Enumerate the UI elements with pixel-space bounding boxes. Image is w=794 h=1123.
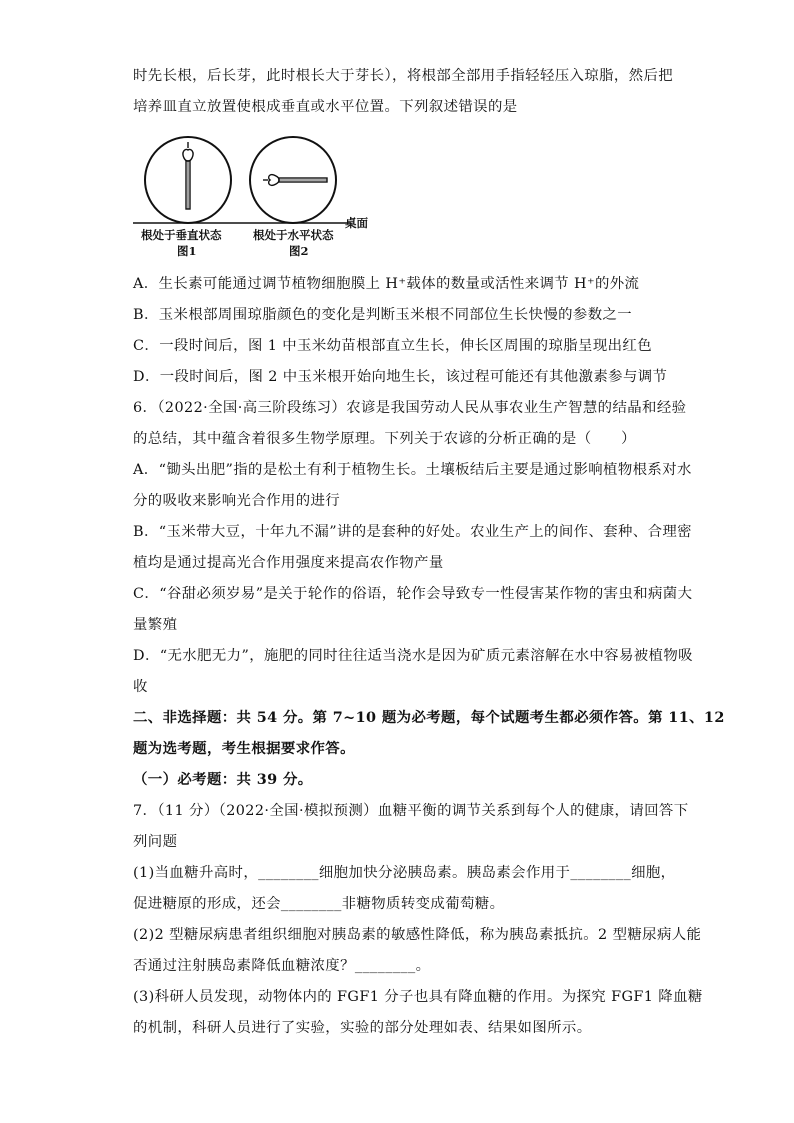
q7-stem-line-2: 列问题 [133, 834, 178, 850]
section-2-heading-line-1: 二、非选择题：共 54 分。第 7~10 题为必考题，每个试题考生都必须作答。第 11、12 [133, 709, 725, 726]
q7-part-1-line-1: (1)当血糖升高时，________细胞加快分泌胰岛素。胰岛素会作用于________细胞， [133, 865, 676, 881]
q7-part-3-line-1: (3)科研人员发现，动物体内的 FGF1 分子也具有降血糖的作用。为探究 FGF1 降血糖 [133, 989, 703, 1005]
figure-2-caption: 图2 [289, 244, 309, 258]
q5-option-a: A．生长素可能通过调节植物细胞膜上 H⁺载体的数量或活性来调节 H⁺的外流 [133, 276, 640, 292]
q6-option-c-line-1: C．“谷甜必须岁易”是关于轮作的俗语，轮作会导致专一性侵害某作物的害虫和病菌大 [133, 586, 693, 602]
q5-option-c: C．一段时间后，图 1 中玉米幼苗根部直立生长，伸长区周围的琼脂呈现出红色 [133, 338, 653, 354]
q7-part-2-line-1: (2)2 型糖尿病患者组织细胞对胰岛素的敏感性降低，称为胰岛素抵抗。2 型糖尿病人能 [133, 927, 702, 943]
intro-line-2: 培养皿直立放置使根成垂直或水平位置。下列叙述错误的是 [133, 99, 518, 115]
q7-stem-line-1: 7．（11 分）（2022·全国·模拟预测）血糖平衡的调节关系到每个人的健康，请回答下 [133, 803, 689, 819]
figure-1-caption: 图1 [177, 244, 197, 258]
q6-option-a-line-1: A．“锄头出肥”指的是松土有利于植物生长。土壤板结后主要是通过影响植物根系对水 [133, 462, 692, 478]
intro-line-1: 时先长根，后长芽，此时根长大于芽长），将根部全部用手指轻轻压入琼脂，然后把 [133, 68, 674, 84]
figure-1-state-label: 根处于垂直状态 [141, 228, 222, 242]
table-surface-label: 桌面 [345, 216, 368, 230]
q7-part-1-line-2: 促进糖原的形成，还会________非糖物质转变成葡萄糖。 [133, 896, 505, 912]
vertical-seedling-icon [183, 142, 193, 209]
q5-option-d: D．一段时间后，图 2 中玉米根开始向地生长，该过程可能还有其他激素参与调节 [133, 369, 668, 385]
q6-option-b-line-2: 植均是通过提高光合作用强度来提高农作物产量 [133, 555, 444, 571]
section-2-subheading: （一）必考题：共 39 分。 [133, 771, 313, 788]
q6-option-d-line-2: 收 [133, 679, 148, 695]
q6-option-b-line-1: B．“玉米带大豆，十年九不漏”讲的是套种的好处。农业生产上的间作、套种、合理密 [133, 524, 692, 540]
q5-option-b: B．玉米根部周围琼脂颜色的变化是判断玉米根不同部位生长快慢的参数之一 [133, 307, 633, 323]
figure-2-state-label: 根处于水平状态 [253, 228, 334, 242]
q7-part-2-line-2: 否通过注射胰岛素降低血糖浓度？________。 [133, 958, 431, 974]
q6-stem-line-1: 6．（2022·全国·高三阶段练习）农谚是我国劳动人民从事农业生产智慧的结晶和经验 [133, 400, 687, 416]
horizontal-seedling-icon [263, 175, 327, 186]
root-orientation-figure [133, 132, 383, 262]
q6-option-d-line-1: D．“无水肥无力”，施肥的同时往往适当浇水是因为矿质元素溶解在水中容易被植物吸 [133, 648, 693, 664]
q6-stem-line-2: 的总结，其中蕴含着很多生物学原理。下列关于农谚的分析正确的是（ ） [133, 431, 636, 447]
q7-part-3-line-2: 的机制，科研人员进行了实验，实验的部分处理如表、结果如图所示。 [133, 1020, 592, 1036]
q6-option-c-line-2: 量繁殖 [133, 617, 178, 633]
section-2-heading-line-2: 题为选考题，考生根据要求作答。 [133, 740, 355, 757]
q6-option-a-line-2: 分的吸收来影响光合作用的进行 [133, 493, 341, 509]
